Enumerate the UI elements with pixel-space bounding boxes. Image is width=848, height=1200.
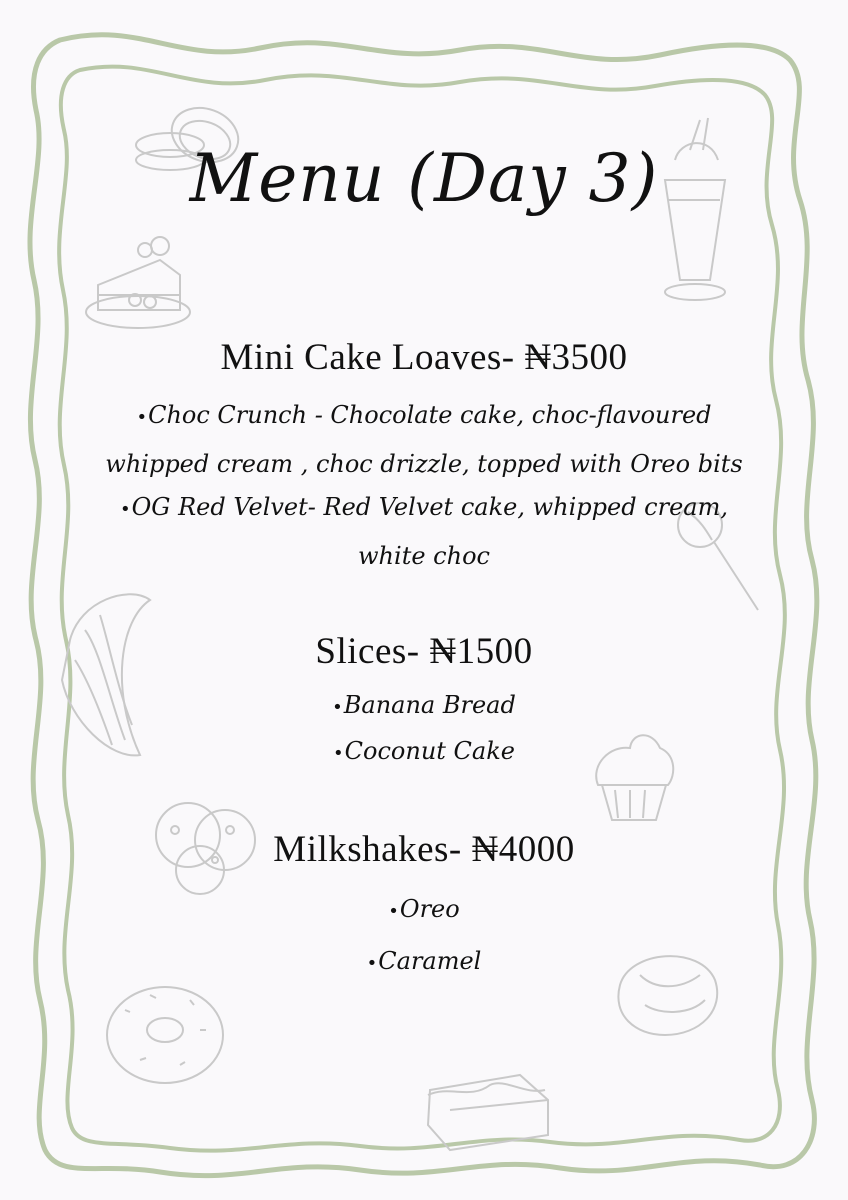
bullet: • — [333, 743, 344, 764]
donut-sketch — [107, 987, 223, 1083]
cake-slice-sketch — [86, 237, 190, 328]
menu-item-line — [0, 392, 848, 441]
menu-item-choc-crunch — [0, 392, 848, 487]
section-heading-slices: Slices- ₦1500 — [315, 631, 533, 672]
section-heading-mini-cake-loaves: Mini Cake Loaves- ₦3500 — [220, 337, 628, 378]
menu-item-text: Oreo — [399, 895, 460, 923]
bullet: • — [366, 953, 378, 974]
menu-item-og-red-velvet — [0, 484, 848, 579]
bullet: • — [120, 499, 131, 520]
bullet: • — [136, 407, 148, 428]
menu-item-text: Coconut Cake — [344, 737, 515, 765]
bullet: • — [388, 901, 399, 922]
menu-item-text: Banana Bread — [343, 691, 516, 719]
menu-title: Menu (Day 3) — [189, 140, 659, 217]
menu-item-text: Caramel — [378, 947, 482, 975]
menu-item-text: Choc Crunch - Chocolate cake, choc-flavoured — [148, 401, 712, 429]
menu-item-oreo — [0, 886, 848, 935]
menu-item-text: OG Red Velvet- Red Velvet cake, whipped cream, — [131, 493, 728, 521]
menu-item-caramel — [0, 938, 848, 987]
brownie-sketch — [428, 1075, 548, 1150]
bullet: • — [332, 697, 343, 718]
menu-item-line — [0, 484, 848, 533]
section-heading-milkshakes: Milkshakes- ₦4000 — [273, 829, 575, 870]
menu-item-banana-bread — [0, 682, 848, 731]
menu-item-line: whipped cream , choc drizzle, topped with Oreo bits — [105, 450, 743, 478]
menu-item-line: white choc — [358, 542, 490, 570]
menu-item-coconut-cake — [0, 728, 848, 777]
